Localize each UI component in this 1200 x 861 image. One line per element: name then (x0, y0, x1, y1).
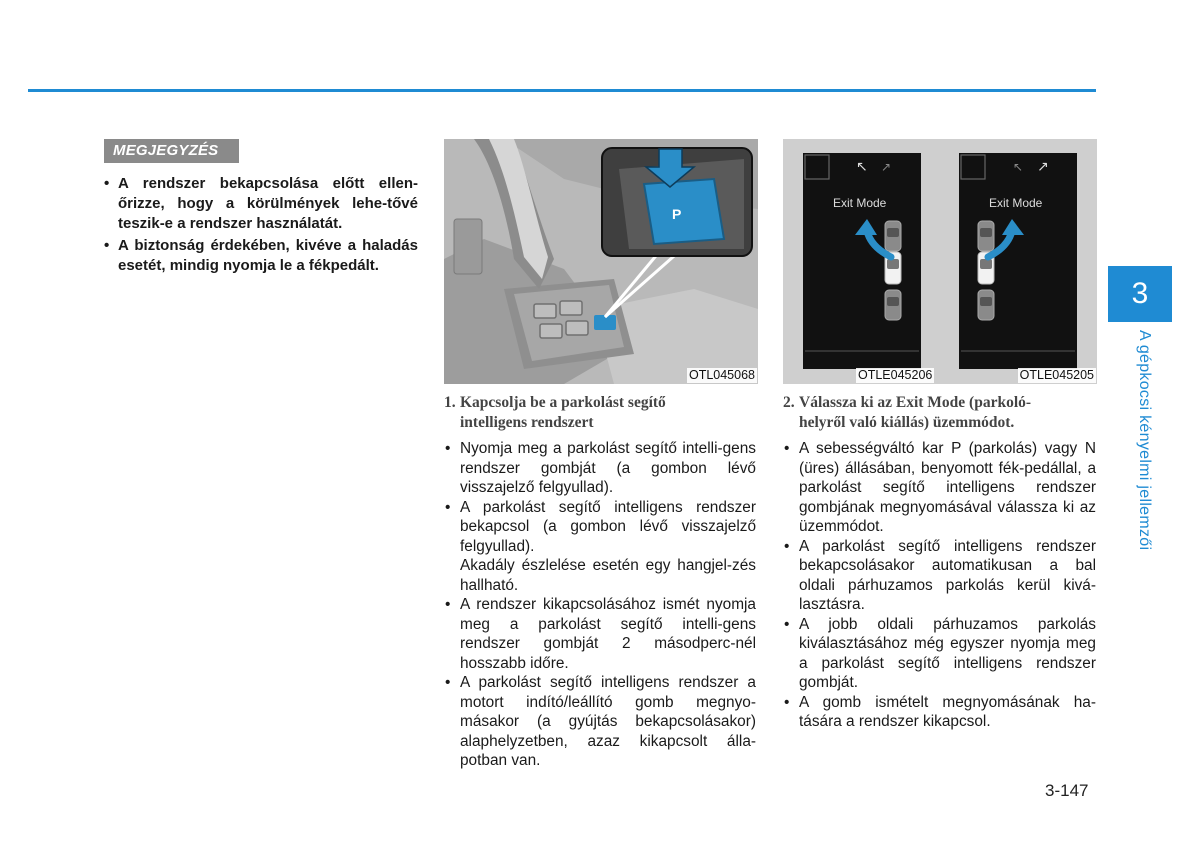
exit-right-arrow-icon: ↗ (881, 160, 892, 174)
note-item: • A biztonság érdekében, kivéve a haladás esetét, mindig nyomja le a fékpedált. (104, 236, 418, 276)
exit-left-arrow-icon: ↖ (1013, 160, 1024, 174)
list-item: • A parkolást segítő intelligens rendszer a motort indító/leállító gomb megnyo-másakor (a gyújtás bekapcsolásakor) alaphelyzetben, azaz kikapcsolt álla-potban van. (444, 673, 756, 771)
list-item: • A gomb ismételt megnyomásának ha-tására a rendszer kikapcsol. (783, 693, 1096, 732)
list-item: • A rendszer kikapcsolásához ismét nyomja meg a parkolást segítő intelli-gens rendszer gombját 2 másodperc-nél hosszabb időre. (444, 595, 756, 673)
list-item: • A parkolást segítő intelligens rendszer bekapcsol (a gombon lévő visszajelző felgyullad). (444, 498, 756, 557)
list-item: • A parkolást segítő intelligens rendszer bekapcsolásakor automatikusan a bal oldali párhuzamos parkolás kerül kivá-lasztásra. (783, 537, 1096, 615)
list-item: • A sebességváltó kar P (parkolás) vagy N (üres) állásában, benyomott fék-pedállal, a parkolást segítő intelligens rendszer gombjának megnyomásával válassza ki az üzemmódot. (783, 439, 1096, 537)
list-item: • Nyomja meg a parkolást segítő intelli-gens rendszer gombját (a gombon lévő visszajelző felgyullad). (444, 439, 756, 498)
section-2-heading (783, 393, 1096, 433)
note-item: • A rendszer bekapcsolása előtt ellen-őrizze, hogy a körülmények lehe-tővé teszik-e a rendszer használatát. (104, 174, 418, 234)
chapter-title: A gépkocsi kényelmi jellemzői (1136, 330, 1153, 551)
list-subtext: Akadály észlelése esetén egy hangjel-zés hallható. (460, 557, 756, 594)
console-illustration (444, 139, 758, 384)
figure-code: OTL045068 (688, 368, 755, 382)
exit-mode-label: Exit Mode (833, 196, 887, 210)
exit-mode-label: Exit Mode (989, 196, 1043, 210)
section-1-list (444, 439, 756, 556)
note-list (104, 174, 418, 278)
list-item: • A jobb oldali párhuzamos parkolás kiválasztásához még egyszer nyomja meg a parkolást segítő intelligens rendszer gombját. (783, 615, 1096, 693)
section-1-list-cont (444, 595, 756, 771)
exit-mode-screens (783, 139, 1097, 384)
figure-code: OTLE045205 (1019, 368, 1094, 382)
chapter-number-tab: 3 (1108, 266, 1172, 322)
section-1-heading (444, 393, 756, 433)
figure-code: OTLE045206 (858, 368, 933, 382)
parking-assist-button (594, 315, 616, 330)
exit-mode-figure (783, 139, 1097, 384)
section-title-line: intelligens rendszert (460, 414, 594, 431)
section-title-line: Kapcsolja be a parkolást segítő (460, 394, 666, 411)
section-title-line: Válassza ki az Exit Mode (parkoló- (799, 394, 1032, 411)
header-rule (28, 89, 1096, 92)
exit-left-arrow-icon: ↖ (856, 159, 868, 175)
console-figure (444, 139, 758, 384)
section-number: 1. (444, 394, 456, 411)
section-number: 2. (783, 394, 795, 411)
note-badge: MEGJEGYZÉS (104, 139, 239, 163)
exit-right-arrow-icon: ↗ (1037, 159, 1049, 175)
section-2-list (783, 439, 1096, 732)
section-title-line: helyről való kiállás) üzemmódot. (799, 414, 1015, 431)
button-letter: P (672, 206, 682, 222)
section-2 (783, 393, 1096, 732)
section-1 (444, 393, 756, 771)
page-number: 3-147 (1045, 781, 1089, 800)
